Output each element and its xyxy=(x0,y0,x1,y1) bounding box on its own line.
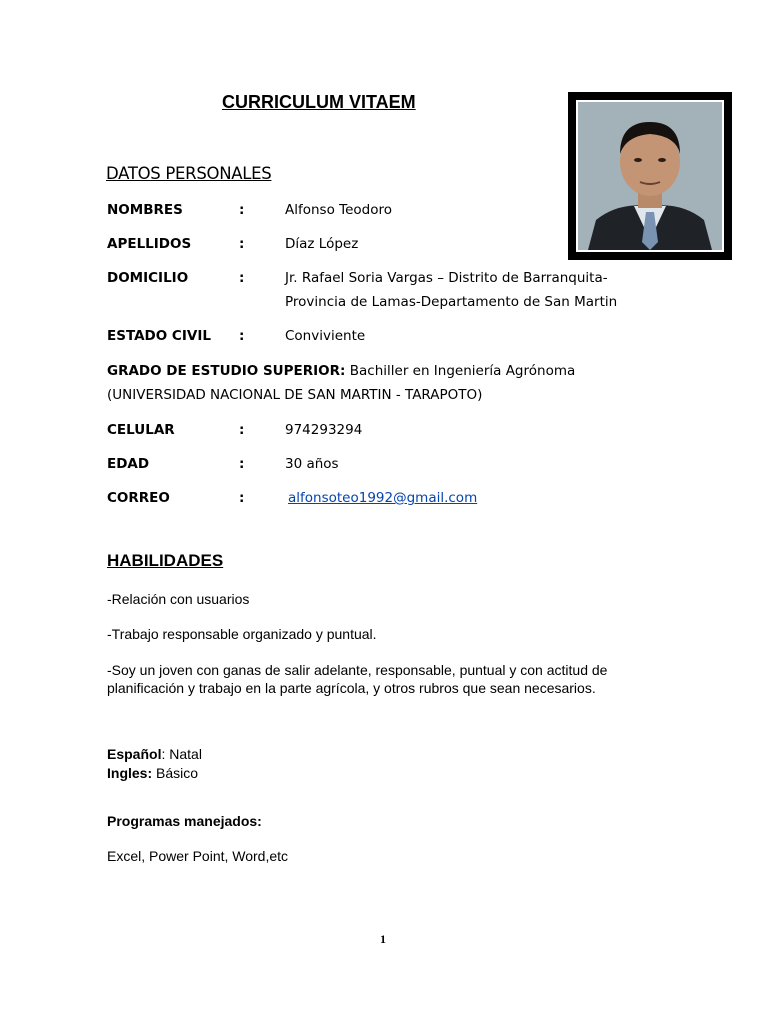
label-domicilio: DOMICILIO xyxy=(107,270,189,286)
value-edad: 30 años xyxy=(285,456,339,472)
section-heading-datos-personales: DATOS PERSONALES xyxy=(106,164,272,183)
value-celular: 974293294 xyxy=(285,422,363,438)
profile-photo-frame xyxy=(568,92,732,260)
colon-correo: : xyxy=(239,490,245,506)
value-estado-civil: Conviviente xyxy=(285,328,366,344)
section-heading-habilidades: HABILIDADES xyxy=(107,551,224,570)
colon-celular: : xyxy=(239,422,245,438)
value-grado-line2: (UNIVERSIDAD NACIONAL DE SAN MARTIN - TARAPOTO) xyxy=(107,387,483,403)
label-edad: EDAD xyxy=(107,456,150,472)
skill-paragraph-line1: -Soy un joven con ganas de salir adelante, responsable, puntual y con actitud de xyxy=(107,662,608,678)
colon-estado-civil: : xyxy=(239,328,245,344)
language-ingles-label: Ingles: xyxy=(107,765,153,781)
skill-item: -Relación con usuarios xyxy=(107,591,250,607)
label-apellidos: APELLIDOS xyxy=(107,236,192,252)
programs-value: Excel, Power Point, Word,etc xyxy=(107,848,289,864)
language-ingles xyxy=(107,764,198,783)
label-celular: CELULAR xyxy=(107,422,175,438)
value-nombres: Alfonso Teodoro xyxy=(285,202,392,218)
value-apellidos: Díaz López xyxy=(285,236,359,252)
language-espanol xyxy=(107,745,202,764)
colon-edad: : xyxy=(239,456,245,472)
colon-nombres: : xyxy=(239,202,245,218)
language-espanol-label: Español xyxy=(107,746,162,762)
programs-heading: Programas manejados: xyxy=(107,813,262,829)
grado-line1 xyxy=(107,363,575,379)
value-domicilio-line2: Provincia de Lamas-Departamento de San Martin xyxy=(285,294,618,310)
page-number: 1 xyxy=(380,932,386,946)
colon-domicilio: : xyxy=(239,270,245,286)
profile-photo xyxy=(576,100,724,252)
skill-paragraph-line2: planificación y trabajo en la parte agrícola, y otros rubros que sean necesarios. xyxy=(107,680,596,696)
label-nombres: NOMBRES xyxy=(107,202,183,218)
label-estado-civil: ESTADO CIVIL xyxy=(107,328,211,344)
document-title: CURRICULUM VITAEM xyxy=(222,92,416,112)
language-espanol-value: : Natal xyxy=(161,746,202,762)
value-domicilio-line1: Jr. Rafael Soria Vargas – Distrito de Barranquita- xyxy=(285,270,608,286)
label-correo: CORREO xyxy=(107,490,170,506)
skill-item: -Trabajo responsable organizado y puntual. xyxy=(107,626,377,642)
email-link[interactable]: alfonsoteo1992@gmail.com xyxy=(288,490,478,506)
label-grado: GRADO DE ESTUDIO SUPERIOR: xyxy=(107,363,346,379)
language-ingles-value: Básico xyxy=(152,765,199,781)
value-grado: Bachiller en Ingeniería Agrónoma xyxy=(345,363,576,379)
colon-apellidos: : xyxy=(239,236,245,252)
